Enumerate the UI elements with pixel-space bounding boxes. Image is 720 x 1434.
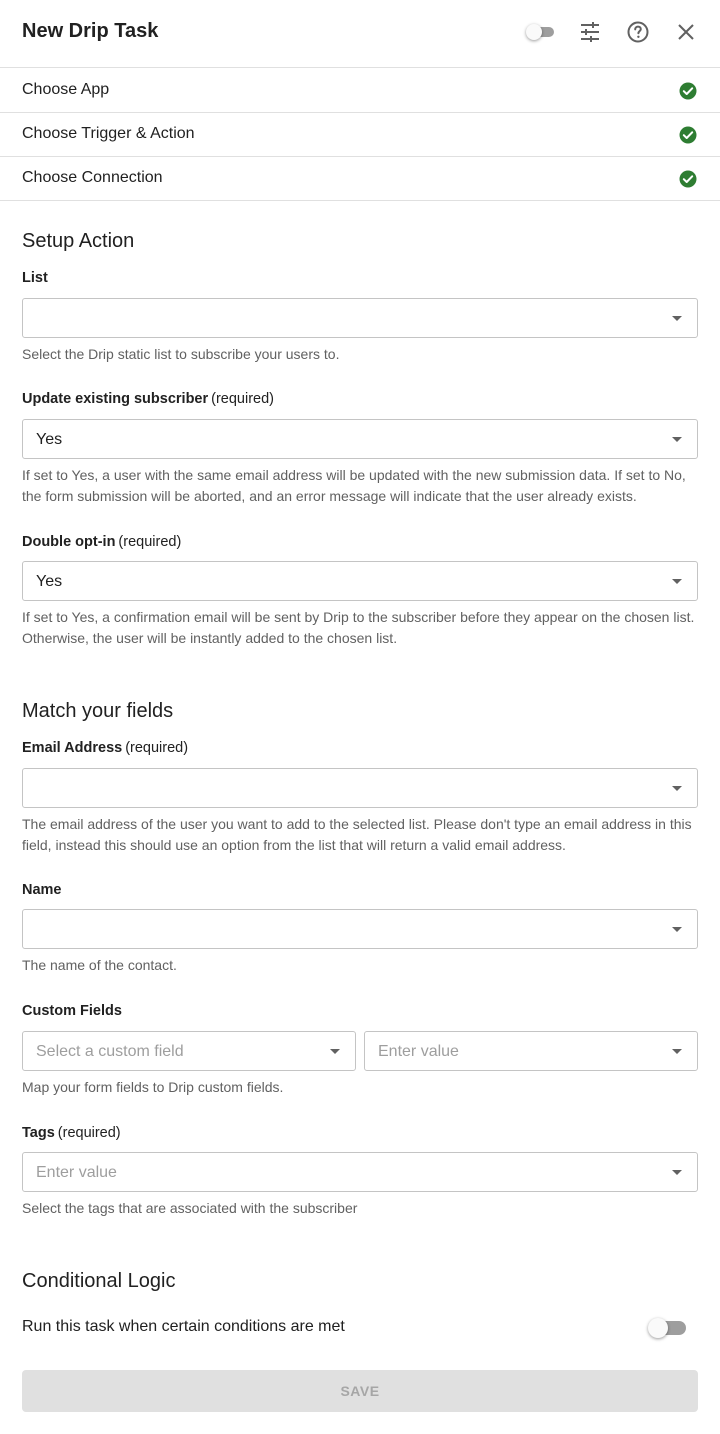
double-optin-select[interactable] [22,561,698,601]
double-optin-value: Yes [36,573,63,590]
page-title: New Drip Task [22,20,159,42]
step-label: Choose App [22,81,110,98]
header [0,0,720,68]
required-text: (required) [57,1125,121,1141]
settings-button[interactable] [576,18,604,46]
caret-down-icon [672,579,682,584]
update-existing-label-text: Update existing subscriber [22,391,209,407]
task-enabled-toggle[interactable] [526,25,556,39]
close-icon [677,23,695,41]
check-circle-icon [679,170,697,188]
name-label-text: Name [22,882,62,898]
section-title-match-fields: Match your fields [22,700,174,722]
list-select[interactable] [22,298,698,338]
caret-down-icon [672,437,682,442]
custom-fields-help: Map your form fields to Drip custom fields. [22,1079,284,1095]
step-label: Choose Trigger & Action [22,125,195,142]
section-title-conditional-logic: Conditional Logic [22,1270,176,1292]
tags-help: Select the tags that are associated with the subscriber [22,1200,358,1216]
name-label [22,882,62,898]
toggle-knob [526,24,542,40]
tags-placeholder: Enter value [36,1164,117,1181]
custom-field-select[interactable] [22,1031,356,1071]
required-text: (required) [211,391,274,407]
step-choose-connection[interactable] [0,157,720,201]
caret-down-icon [330,1049,340,1054]
update-existing-select[interactable] [22,419,698,459]
name-help: The name of the contact. [22,957,177,973]
update-existing-value: Yes [36,431,63,448]
custom-value-placeholder: Enter value [378,1043,459,1060]
sliders-icon [579,21,601,43]
required-text: (required) [125,740,189,756]
required-text: (required) [118,534,182,550]
check-circle-icon [679,82,697,100]
tags-label-text: Tags [22,1125,55,1141]
section-title-setup-action: Setup Action [22,230,135,252]
email-label [22,740,188,756]
step-choose-app[interactable] [0,69,720,113]
caret-down-icon [672,1170,682,1175]
list-help: Select the Drip static list to subscribe your users to. [22,346,340,362]
close-button[interactable] [672,18,700,46]
save-button[interactable]: SAVE [22,1370,698,1412]
custom-value-select[interactable] [364,1031,698,1071]
custom-field-placeholder: Select a custom field [36,1043,184,1060]
double-optin-help: If set to Yes, a confirmation email will be sent by Drip to the subscriber before they appear on the chosen list. Otherwise, the user will be instantly added to the chosen list. [22,609,695,646]
caret-down-icon [672,1049,682,1054]
conditional-logic-text: Run this task when certain conditions are met [22,1318,345,1335]
caret-down-icon [672,786,682,791]
check-circle-icon [679,126,697,144]
name-select[interactable] [22,909,698,949]
email-select[interactable] [22,768,698,808]
conditional-logic-toggle[interactable] [648,1318,688,1338]
tags-label [22,1125,121,1141]
update-existing-label [22,391,274,407]
list-label [22,270,48,286]
custom-fields-label-text: Custom Fields [22,1003,122,1019]
caret-down-icon [672,316,682,321]
help-icon [626,20,650,44]
toggle-knob [648,1318,668,1338]
double-optin-label [22,534,181,550]
tags-select[interactable] [22,1152,698,1192]
double-optin-label-text: Double opt-in [22,534,116,550]
update-existing-help: If set to Yes, a user with the same email address will be updated with the new submission data. If set to No, the form submission will be aborted, and an error message will indicate that the user already exists. [22,467,686,504]
step-choose-trigger-action[interactable] [0,113,720,157]
step-label: Choose Connection [22,169,163,186]
email-label-text: Email Address [22,740,123,756]
custom-fields-label [22,1003,122,1019]
help-button[interactable] [624,18,652,46]
caret-down-icon [672,927,682,932]
list-label-text: List [22,270,48,286]
email-help: The email address of the user you want to add to the selected list. Please don't type an email address in this field, instead this should use an option from the list that will return a valid email address. [22,816,692,853]
